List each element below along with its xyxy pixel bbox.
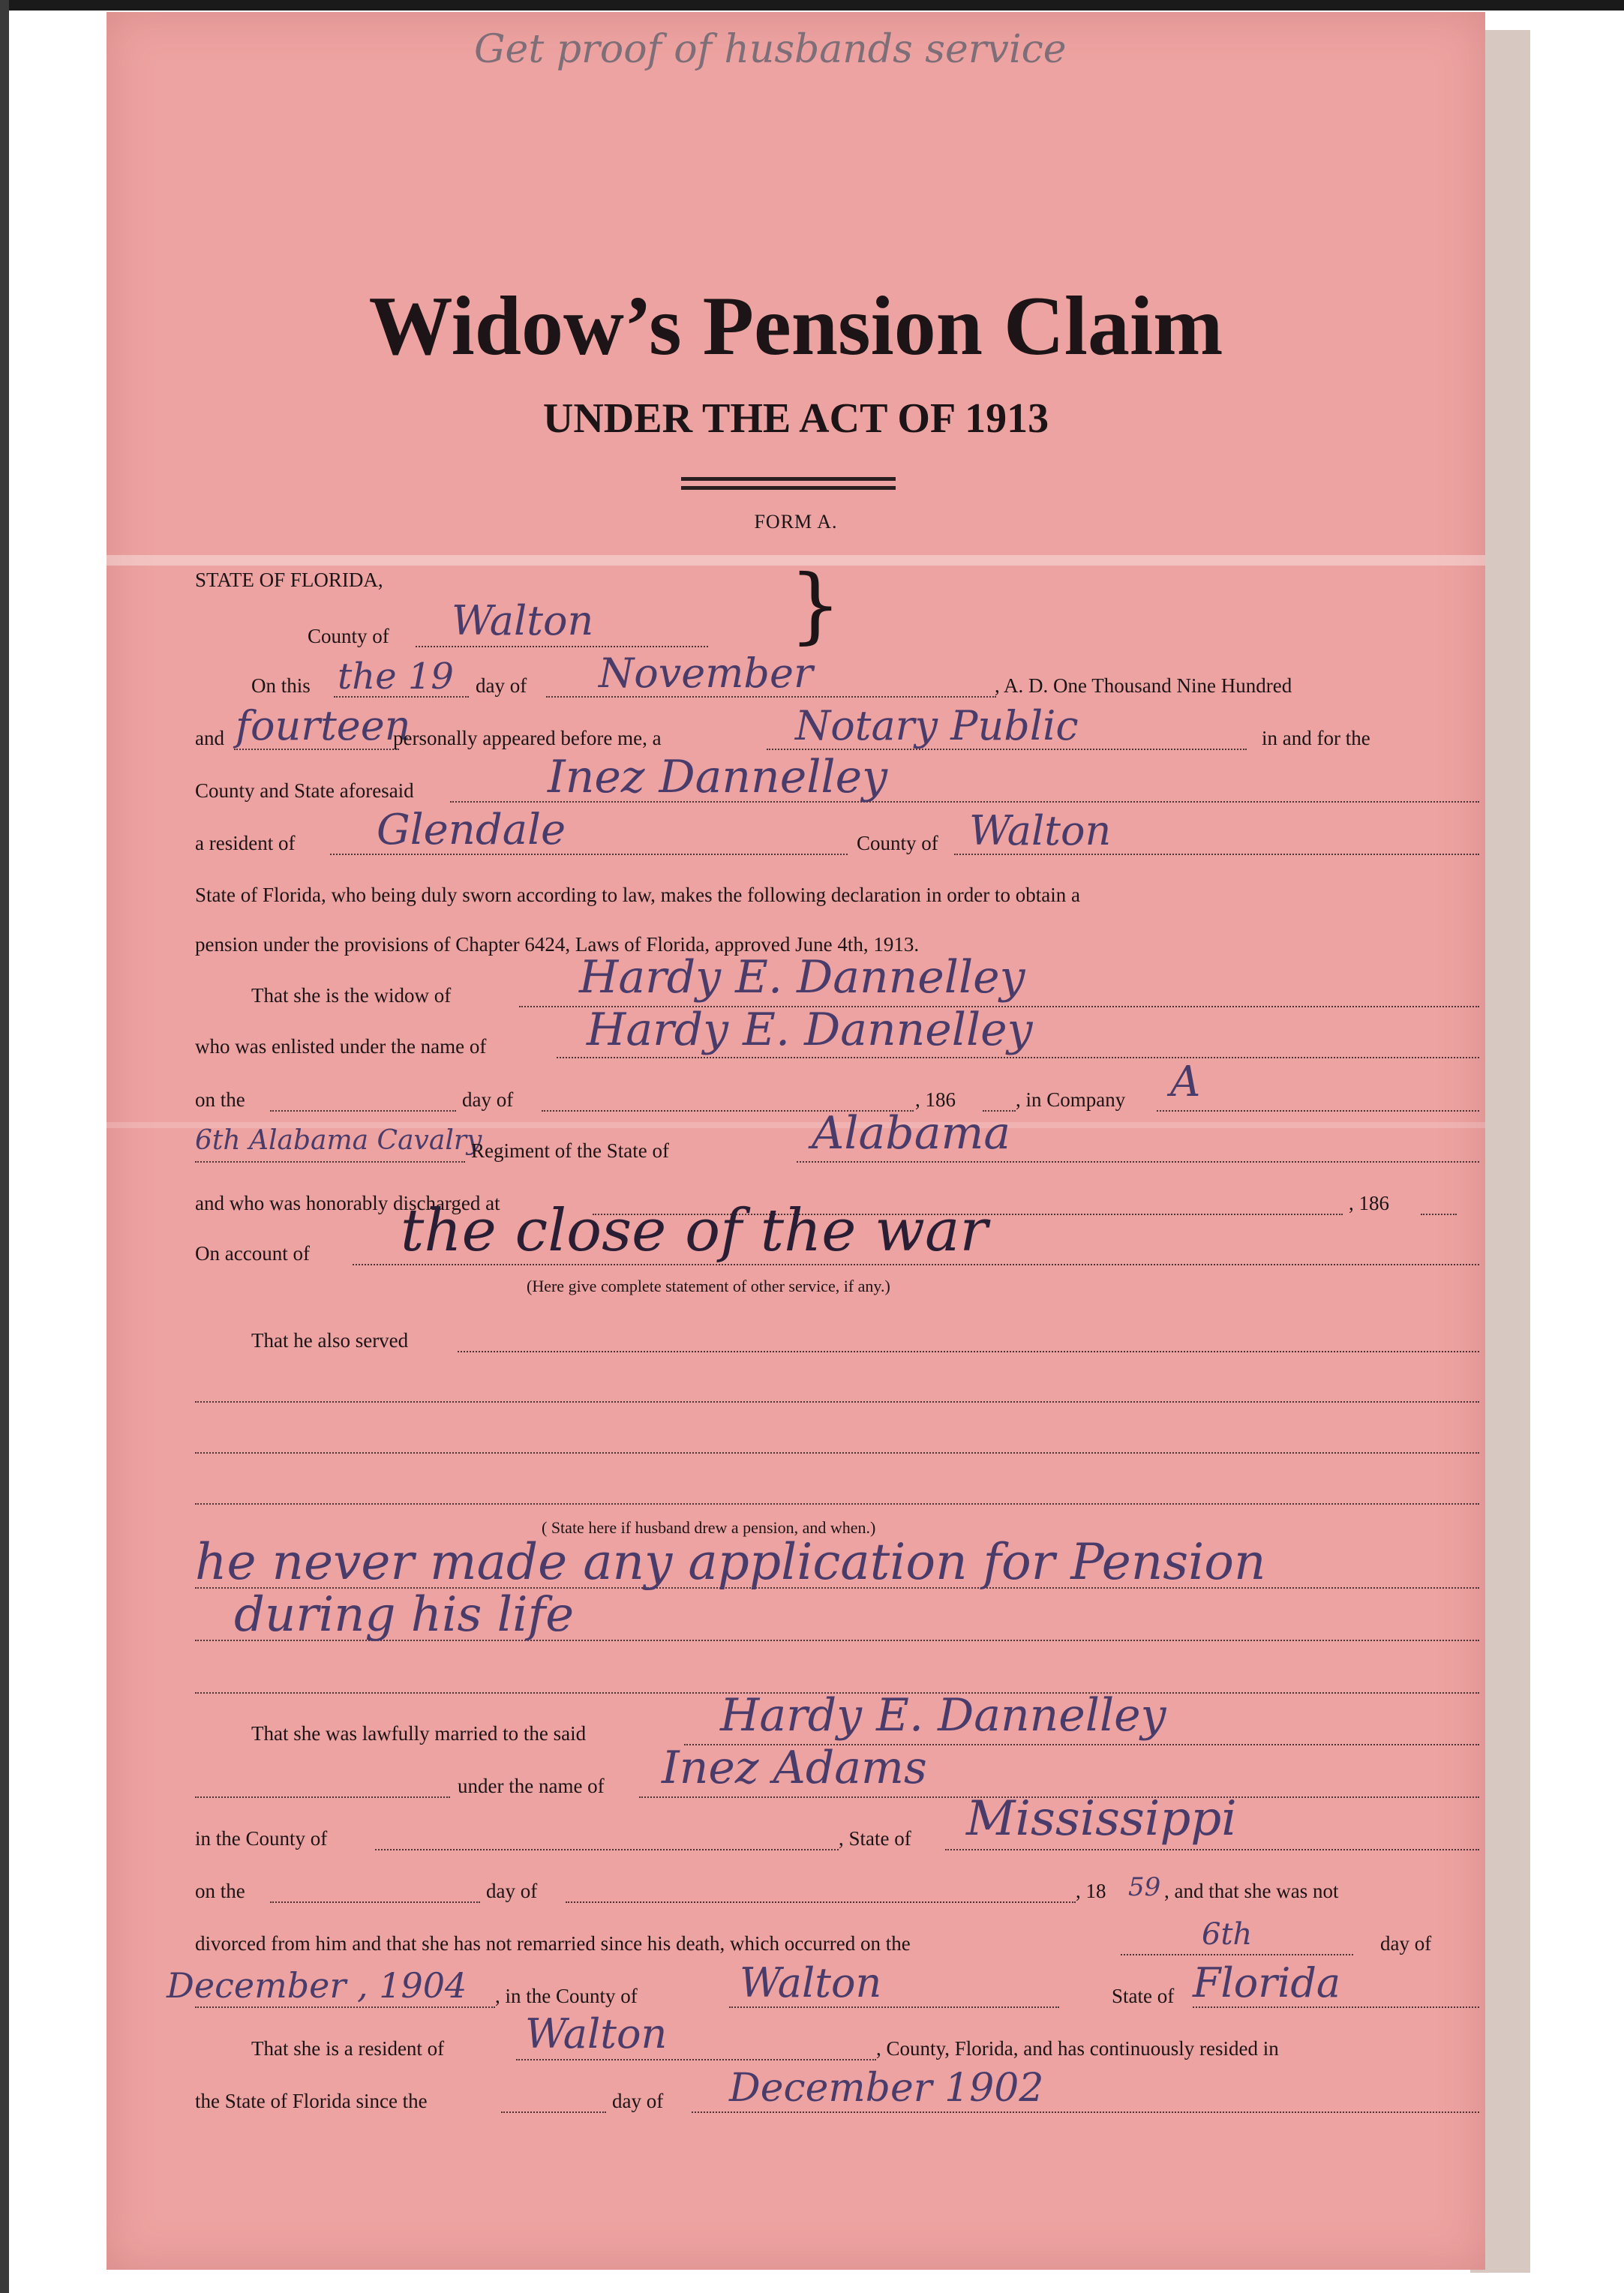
marriage-state-line xyxy=(945,1849,1479,1850)
enlisted-name: Hardy E. Dannelley xyxy=(587,1004,1033,1056)
handwritten-header-note: Get proof of husbands service xyxy=(474,27,1067,72)
resided-text: , County, Florida, and has continuously resided in xyxy=(876,2037,1279,2060)
regiment-state-line xyxy=(797,1161,1479,1163)
form-title: Widow’s Pension Claim xyxy=(368,280,1223,373)
pension-statement-2: during his life xyxy=(234,1587,575,1643)
title-rule xyxy=(681,486,896,490)
husband-name: Hardy E. Dannelley xyxy=(579,951,1025,1004)
not-divorced-text: , and that she was not xyxy=(1164,1880,1339,1902)
marriage-day-line xyxy=(270,1901,480,1903)
marriage-state: Mississippi xyxy=(966,1791,1237,1847)
form-subtitle: UNDER THE ACT OF 1913 xyxy=(542,395,1049,442)
resident-county: Walton xyxy=(525,2010,668,2057)
year-186-label: , 186 xyxy=(915,1088,956,1111)
day-of-label-3: day of xyxy=(486,1880,538,1902)
account-value: the close of the war xyxy=(401,1197,988,1265)
on-the-label: on the xyxy=(195,1088,245,1111)
resident-label: That she is a resident of xyxy=(251,2037,445,2060)
since-day-line xyxy=(501,2111,606,2113)
regiment-state: Alabama xyxy=(812,1107,1011,1160)
discharged-year-label: , 186 xyxy=(1349,1192,1389,1214)
maiden-pre-line xyxy=(195,1796,450,1798)
company-label: , in Company xyxy=(1016,1088,1126,1111)
maiden-name: Inez Adams xyxy=(662,1742,927,1794)
scan-left-edge xyxy=(0,0,9,2293)
company-line xyxy=(1157,1110,1479,1112)
in-county-label: in the County of xyxy=(195,1827,328,1850)
marriage-county-line xyxy=(375,1849,839,1850)
death-county-line xyxy=(729,2006,1059,2008)
on-the-label-2: on the xyxy=(195,1880,245,1902)
title-rule xyxy=(681,477,896,481)
regiment-line xyxy=(195,1161,465,1163)
death-county-label: , in the County of xyxy=(495,1985,638,2007)
residence-county: Walton xyxy=(969,807,1112,854)
pension-note: ( State here if husband drew a pension, and when.) xyxy=(542,1518,876,1537)
state-of-label: , State of xyxy=(839,1827,911,1850)
appeared-text: personally appeared before me, a xyxy=(393,727,662,749)
resident-county-line xyxy=(516,2059,876,2060)
pension-statement-1: he never made any application for Pension xyxy=(195,1533,1266,1591)
county-value: Walton xyxy=(452,597,594,644)
enlisted-line xyxy=(557,1057,1479,1058)
since-label: the State of Florida since the xyxy=(195,2090,428,2112)
year-value: fourteen xyxy=(236,702,411,749)
enlist-day-line xyxy=(270,1110,456,1112)
since-date: December 1902 xyxy=(729,2066,1044,2111)
also-served-line xyxy=(458,1351,1479,1352)
death-state: Florida xyxy=(1193,1959,1341,2006)
marriage-year: 59 xyxy=(1128,1872,1161,1902)
form-label: FORM A. xyxy=(754,511,838,533)
death-date: December , 1904 xyxy=(167,1965,467,2006)
since-date-line xyxy=(692,2111,1479,2113)
declaration-line-1: State of Florida, who being duly sworn according to law, makes the following declaration in order to obtain a xyxy=(195,884,1080,906)
scan-top-edge xyxy=(0,0,1624,11)
state-county-brace: } xyxy=(789,557,842,653)
death-day-line xyxy=(1121,1954,1353,1955)
marriage-month-line xyxy=(566,1901,1076,1903)
day-of-label-4: day of xyxy=(1380,1932,1432,1955)
ad-text: , A. D. One Thousand Nine Hundred xyxy=(995,674,1292,697)
service-blank-line xyxy=(195,1452,1479,1454)
regiment-label: Regiment of the State of xyxy=(471,1139,669,1162)
discharged-label: and who was honorably discharged at xyxy=(195,1192,500,1214)
since-day-of-label: day of xyxy=(612,2090,664,2112)
death-county: Walton xyxy=(740,1959,882,2006)
claimant-name: Inez Dannelley xyxy=(548,751,887,803)
officer-value: Notary Public xyxy=(795,702,1079,749)
county-line xyxy=(416,646,708,647)
service-blank-line xyxy=(195,1401,1479,1403)
death-day: 6th xyxy=(1202,1917,1253,1952)
enlisted-label: who was enlisted under the name of xyxy=(195,1035,487,1058)
pension-claim-form xyxy=(107,12,1485,2270)
divorced-text: divorced from him and that she has not remarried since his death, which occurred on the xyxy=(195,1932,911,1955)
month-value: November xyxy=(599,650,813,697)
regiment-value: 6th Alabama Cavalry xyxy=(195,1125,482,1156)
county-state-text: County and State aforesaid xyxy=(195,779,414,802)
state-heading: STATE OF FLORIDA, xyxy=(195,569,383,591)
other-service-note: (Here give complete statement of other service, if any.) xyxy=(527,1277,890,1295)
in-for-text: in and for the xyxy=(1262,727,1370,749)
also-served-label: That he also served xyxy=(251,1329,409,1352)
discharged-year-line xyxy=(1421,1214,1457,1215)
day-of-label-2: day of xyxy=(462,1088,514,1111)
company-value: A xyxy=(1170,1058,1201,1106)
residence-value: Glendale xyxy=(377,806,566,854)
service-blank-line xyxy=(195,1503,1479,1505)
on-this-label: On this xyxy=(251,674,311,697)
day-value: the 19 xyxy=(338,656,454,698)
death-state-line xyxy=(1193,2006,1479,2008)
resident-of-label: a resident of xyxy=(195,832,296,854)
widow-of-label: That she is the widow of xyxy=(251,984,452,1007)
account-label: On account of xyxy=(195,1242,310,1265)
and-label: and xyxy=(195,727,224,749)
county-of-label: County of xyxy=(857,832,938,854)
married-label: That she was lawfully married to the said xyxy=(251,1722,587,1745)
county-label: County of xyxy=(308,625,389,647)
maiden-label: under the name of xyxy=(458,1775,605,1797)
married-name: Hardy E. Dannelley xyxy=(720,1689,1166,1742)
marriage-year-prefix: , 18 xyxy=(1076,1880,1106,1902)
death-state-label: State of xyxy=(1112,1985,1175,2007)
death-date-line xyxy=(195,2006,495,2008)
day-of-label: day of xyxy=(476,674,527,697)
declaration-line-2: pension under the provisions of Chapter 6424, Laws of Florida, approved June 4th, 1913. xyxy=(195,933,920,956)
